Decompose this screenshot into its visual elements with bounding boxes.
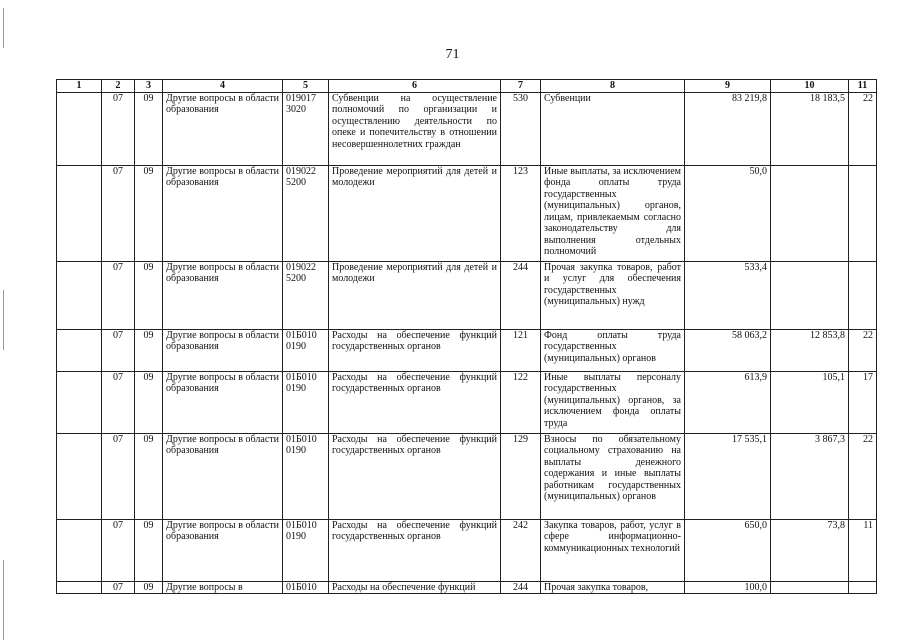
row-number-cell: [57, 519, 102, 581]
amount-cell: 17 535,1: [685, 433, 771, 519]
section-code-cell: 07: [102, 329, 135, 371]
row-number-cell: [57, 371, 102, 433]
target-article-part: 01Б010: [286, 329, 317, 341]
amount-cell: 650,0: [685, 519, 771, 581]
target-article-part: 0190: [286, 383, 306, 394]
column-header: 3: [135, 80, 163, 93]
subsection-code-cell: 09: [135, 165, 163, 261]
expense-type-code-cell: 244: [501, 581, 541, 594]
target-article-part: 019022: [286, 165, 316, 177]
table-row: [57, 371, 877, 433]
page-number: 71: [445, 47, 460, 62]
article-name-cell: Расходы на обеспечение функций государственных органов: [329, 433, 501, 519]
article-name-cell: Проведение мероприятий для детей и молодежи: [329, 261, 501, 329]
target-article-part: 01Б010: [286, 433, 317, 445]
subsection-code-cell: 09: [135, 329, 163, 371]
percent-cell: [849, 581, 877, 594]
target-article-cell: [283, 261, 329, 329]
table-row: [57, 433, 877, 519]
target-article-part: 0190: [286, 531, 306, 542]
executed-amount-cell: [771, 581, 849, 594]
subsection-code-cell: 09: [135, 519, 163, 581]
table-row: [57, 581, 877, 594]
section-code-cell: 07: [102, 519, 135, 581]
target-article-part: 5200: [286, 177, 306, 188]
row-number-cell: [57, 261, 102, 329]
executed-amount-cell: 3 867,3: [771, 433, 849, 519]
percent-cell: 22: [849, 433, 877, 519]
section-name-cell: Другие вопросы в области образования: [163, 261, 283, 329]
left-edge-mark: [3, 290, 4, 350]
expense-type-code-cell: 242: [501, 519, 541, 581]
executed-amount-cell: [771, 165, 849, 261]
table-row: [57, 519, 877, 581]
header-row: [57, 80, 877, 93]
section-name-cell: Другие вопросы в: [163, 581, 283, 594]
expense-type-name-cell: Иные выплаты, за исключением фонда оплаты труда государственных (муниципальных) органов, лицам, привлекаемым согласно законодательству для выполнения отдельных полномочий: [541, 165, 685, 261]
expense-type-code-cell: 121: [501, 329, 541, 371]
expense-type-name-cell: Взносы по обязательному социальному страхованию на выплаты денежного содержания и иные выплаты работникам государственных (муниципальных) органов: [541, 433, 685, 519]
expense-type-code-cell: 129: [501, 433, 541, 519]
left-edge-mark: [3, 560, 4, 640]
row-number-cell: [57, 581, 102, 594]
section-code-cell: 07: [102, 92, 135, 165]
target-article-part: 019022: [286, 261, 316, 273]
section-code-cell: 07: [102, 433, 135, 519]
expense-type-code-cell: 244: [501, 261, 541, 329]
target-article-part: 0190: [286, 445, 306, 456]
subsection-code-cell: 09: [135, 581, 163, 594]
article-name-cell: Расходы на обеспечение функций государственных органов: [329, 519, 501, 581]
percent-cell: 22: [849, 329, 877, 371]
subsection-code-cell: 09: [135, 371, 163, 433]
amount-cell: 100,0: [685, 581, 771, 594]
section-name-cell: Другие вопросы в области образования: [163, 519, 283, 581]
executed-amount-cell: 105,1: [771, 371, 849, 433]
article-name-cell: Расходы на обеспечение функций государственных органов: [329, 329, 501, 371]
target-article-cell: [283, 519, 329, 581]
target-article-part: 0190: [286, 341, 306, 352]
expense-type-code-cell: 530: [501, 92, 541, 165]
subsection-code-cell: 09: [135, 261, 163, 329]
column-header: 4: [163, 80, 283, 93]
target-article-cell: [283, 433, 329, 519]
subsection-code-cell: 09: [135, 433, 163, 519]
section-code-cell: 07: [102, 371, 135, 433]
percent-cell: [849, 261, 877, 329]
column-header: 2: [102, 80, 135, 93]
target-article-cell: [283, 165, 329, 261]
subsection-code-cell: 09: [135, 92, 163, 165]
percent-cell: 17: [849, 371, 877, 433]
target-article-cell: [283, 581, 329, 594]
row-number-cell: [57, 329, 102, 371]
percent-cell: 11: [849, 519, 877, 581]
section-name-cell: Другие вопросы в области образования: [163, 165, 283, 261]
column-header: 10: [771, 80, 849, 93]
expense-type-code-cell: 122: [501, 371, 541, 433]
left-edge-mark: [3, 8, 4, 48]
column-header: 1: [57, 80, 102, 93]
expense-type-name-cell: Прочая закупка товаров, работ и услуг для обеспечения государственных (муниципальных) нужд: [541, 261, 685, 329]
section-code-cell: 07: [102, 165, 135, 261]
table-row: [57, 261, 877, 329]
row-number-cell: [57, 165, 102, 261]
target-article-part: 5200: [286, 273, 306, 284]
expense-type-name-cell: Прочая закупка товаров,: [541, 581, 685, 594]
percent-cell: 22: [849, 92, 877, 165]
column-header: 6: [329, 80, 501, 93]
amount-cell: 613,9: [685, 371, 771, 433]
article-name-cell: Субвенции на осуществление полномочий по организации и осуществлению деятельности по опеке и попечительству в отношении несовершеннолетних граждан: [329, 92, 501, 165]
column-header: 8: [541, 80, 685, 93]
target-article-cell: [283, 329, 329, 371]
column-header: 5: [283, 80, 329, 93]
article-name-cell: Расходы на обеспечение функций государственных органов: [329, 371, 501, 433]
expense-type-name-cell: Фонд оплаты труда государственных (муниципальных) органов: [541, 329, 685, 371]
executed-amount-cell: 73,8: [771, 519, 849, 581]
article-name-cell: Расходы на обеспечение функций: [329, 581, 501, 594]
section-name-cell: Другие вопросы в области образования: [163, 92, 283, 165]
row-number-cell: [57, 92, 102, 165]
executed-amount-cell: [771, 261, 849, 329]
executed-amount-cell: 18 183,5: [771, 92, 849, 165]
target-article-part: 01Б010: [286, 581, 317, 593]
amount-cell: 50,0: [685, 165, 771, 261]
column-header: 11: [849, 80, 877, 93]
section-name-cell: Другие вопросы в области образования: [163, 371, 283, 433]
target-article-cell: [283, 92, 329, 165]
section-name-cell: Другие вопросы в области образования: [163, 329, 283, 371]
target-article-part: 3020: [286, 104, 306, 115]
column-header: 9: [685, 80, 771, 93]
percent-cell: [849, 165, 877, 261]
column-header: 7: [501, 80, 541, 93]
target-article-cell: [283, 371, 329, 433]
target-article-part: 01Б010: [286, 519, 317, 531]
expense-type-code-cell: 123: [501, 165, 541, 261]
expense-type-name-cell: Субвенции: [541, 92, 685, 165]
row-number-cell: [57, 433, 102, 519]
section-code-cell: 07: [102, 261, 135, 329]
expense-type-name-cell: Закупка товаров, работ, услуг в сфере информационно-коммуникационных технологий: [541, 519, 685, 581]
amount-cell: 533,4: [685, 261, 771, 329]
table-row: [57, 165, 877, 261]
amount-cell: 83 219,8: [685, 92, 771, 165]
section-code-cell: 07: [102, 581, 135, 594]
expense-type-name-cell: Иные выплаты персоналу государственных (муниципальных) органов, за исключением фонда оплаты труда: [541, 371, 685, 433]
table-row: [57, 329, 877, 371]
target-article-part: 019017: [286, 92, 316, 104]
budget-table: [56, 79, 877, 594]
executed-amount-cell: 12 853,8: [771, 329, 849, 371]
table-row: [57, 92, 877, 165]
target-article-part: 01Б010: [286, 371, 317, 383]
section-name-cell: Другие вопросы в области образования: [163, 433, 283, 519]
article-name-cell: Проведение мероприятий для детей и молодежи: [329, 165, 501, 261]
amount-cell: 58 063,2: [685, 329, 771, 371]
